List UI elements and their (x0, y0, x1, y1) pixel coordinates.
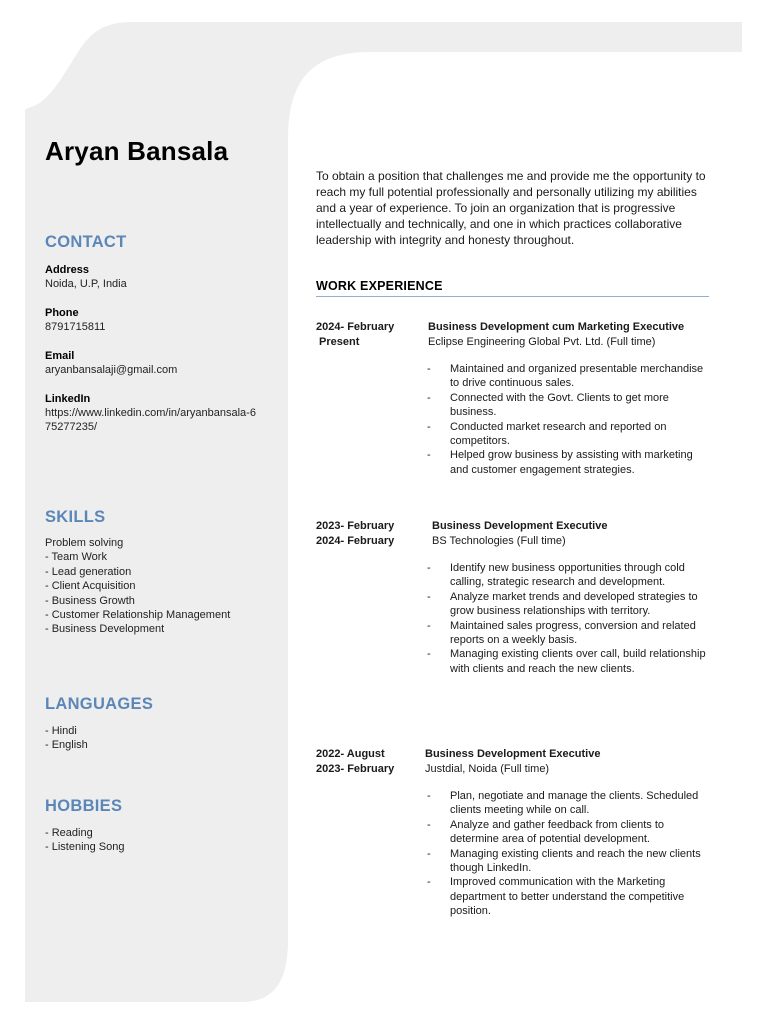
languages-list (45, 724, 270, 753)
languages-heading: LANGUAGES (45, 695, 154, 713)
skill-item: - Lead generation (45, 565, 132, 578)
skill-item: - Team Work (45, 551, 107, 564)
hobby-item: - Reading (45, 827, 93, 839)
job-bullet: - Helped grow business by assisting with marketing and customer engagement strategies. (426, 448, 706, 477)
address-label: Address (45, 264, 90, 276)
skill-item: - Customer Relationship Management (45, 609, 231, 622)
linkedin-label: LinkedIn (45, 393, 91, 405)
job-header (428, 320, 684, 349)
job-bullet: - Maintained sales progress, conversion and related reports on a weekly basis. (426, 619, 706, 648)
language-item: - Hindi (45, 725, 77, 737)
skills-list (45, 536, 270, 637)
job-bullet: - Plan, negotiate and manage the clients. Scheduled clients meeting while on call. (426, 789, 706, 818)
career-objective: To obtain a position that challenges me and provide me the opportunity to reach my full potential professionally and personally utilizing my abilities and a year of experience. To join an organization that is progressive intellectually and technically, and one in which practices collaborative leadership with integrity and honesty throughout. (316, 169, 706, 247)
job-bullet: - Analyze market trends and developed strategies to grow business relationships with territory. (426, 590, 706, 619)
job-dates (316, 519, 426, 548)
job-bullet: - Connected with the Govt. Clients to get more business. (426, 391, 706, 420)
job-company: Eclipse Engineering Global Pvt. Ltd. (Full time) (428, 335, 656, 348)
skill-item: - Business Growth (45, 594, 135, 607)
job-company: Justdial, Noida (Full time) (425, 762, 550, 775)
contact-address (45, 263, 260, 291)
phone-value: 8791715811 (45, 321, 106, 333)
email-label: Email (45, 350, 75, 362)
job-company: BS Technologies (Full time) (432, 534, 566, 547)
job-bullet: - Conducted market research and reported on competitors. (426, 420, 706, 449)
job-date-from: 2023- February (316, 520, 395, 532)
job-role: Business Development Executive (432, 520, 608, 532)
job-bullet: - Managing existing clients over call, build relationship with clients and reach the new clients. (426, 647, 706, 676)
job-bullet: - Analyze and gather feedback from clients to determine area of potential development. (426, 818, 706, 847)
language-item: - English (45, 739, 88, 752)
work-experience-heading: WORK EXPERIENCE (316, 279, 443, 293)
contact-linkedin (45, 392, 260, 434)
job-date-from: 2022- August (316, 748, 385, 760)
job-role: Business Development cum Marketing Executive (428, 321, 685, 333)
address-value: Noida, U.P, India (45, 278, 127, 290)
section-divider (316, 296, 709, 297)
contact-phone (45, 306, 260, 334)
job-dates (316, 320, 426, 349)
contact-heading: CONTACT (45, 233, 127, 251)
job-bullet: - Identify new business opportunities through cold calling, strategic research and development. (426, 561, 706, 590)
skill-item: Problem solving (45, 537, 124, 549)
job-bullets (426, 789, 706, 919)
job-bullets (426, 362, 706, 477)
hobbies-list (45, 826, 270, 855)
job-date-from: 2024- February (316, 321, 395, 333)
job-date-to: 2024- February (316, 534, 395, 547)
email-value: aryanbansalaji@gmail.com (45, 364, 178, 376)
job-bullet: - Managing existing clients and reach the new clients though LinkedIn. (426, 847, 706, 876)
job-bullet: - Maintained and organized presentable merchandise to drive continuous sales. (426, 362, 706, 391)
contact-email (45, 349, 260, 377)
job-header (432, 519, 607, 548)
skill-item: - Business Development (45, 623, 165, 636)
job-role: Business Development Executive (425, 748, 601, 760)
job-dates (316, 747, 426, 776)
skill-item: - Client Acquisition (45, 580, 136, 593)
job-date-to: 2023- February (316, 762, 395, 775)
job-bullets (426, 561, 706, 676)
job-date-to: Present (319, 335, 360, 348)
hobbies-heading: HOBBIES (45, 797, 123, 815)
linkedin-value: https://www.linkedin.com/in/aryanbansala-675277235/ (45, 407, 256, 433)
skills-heading: SKILLS (45, 508, 106, 526)
hobby-item: - Listening Song (45, 841, 125, 854)
contact-section (45, 263, 260, 449)
phone-label: Phone (45, 307, 79, 319)
job-header (425, 747, 600, 776)
candidate-name: Aryan Bansala (45, 136, 229, 166)
job-bullet: - Improved communication with the Marketing department to better understand the competitive position. (426, 875, 706, 918)
